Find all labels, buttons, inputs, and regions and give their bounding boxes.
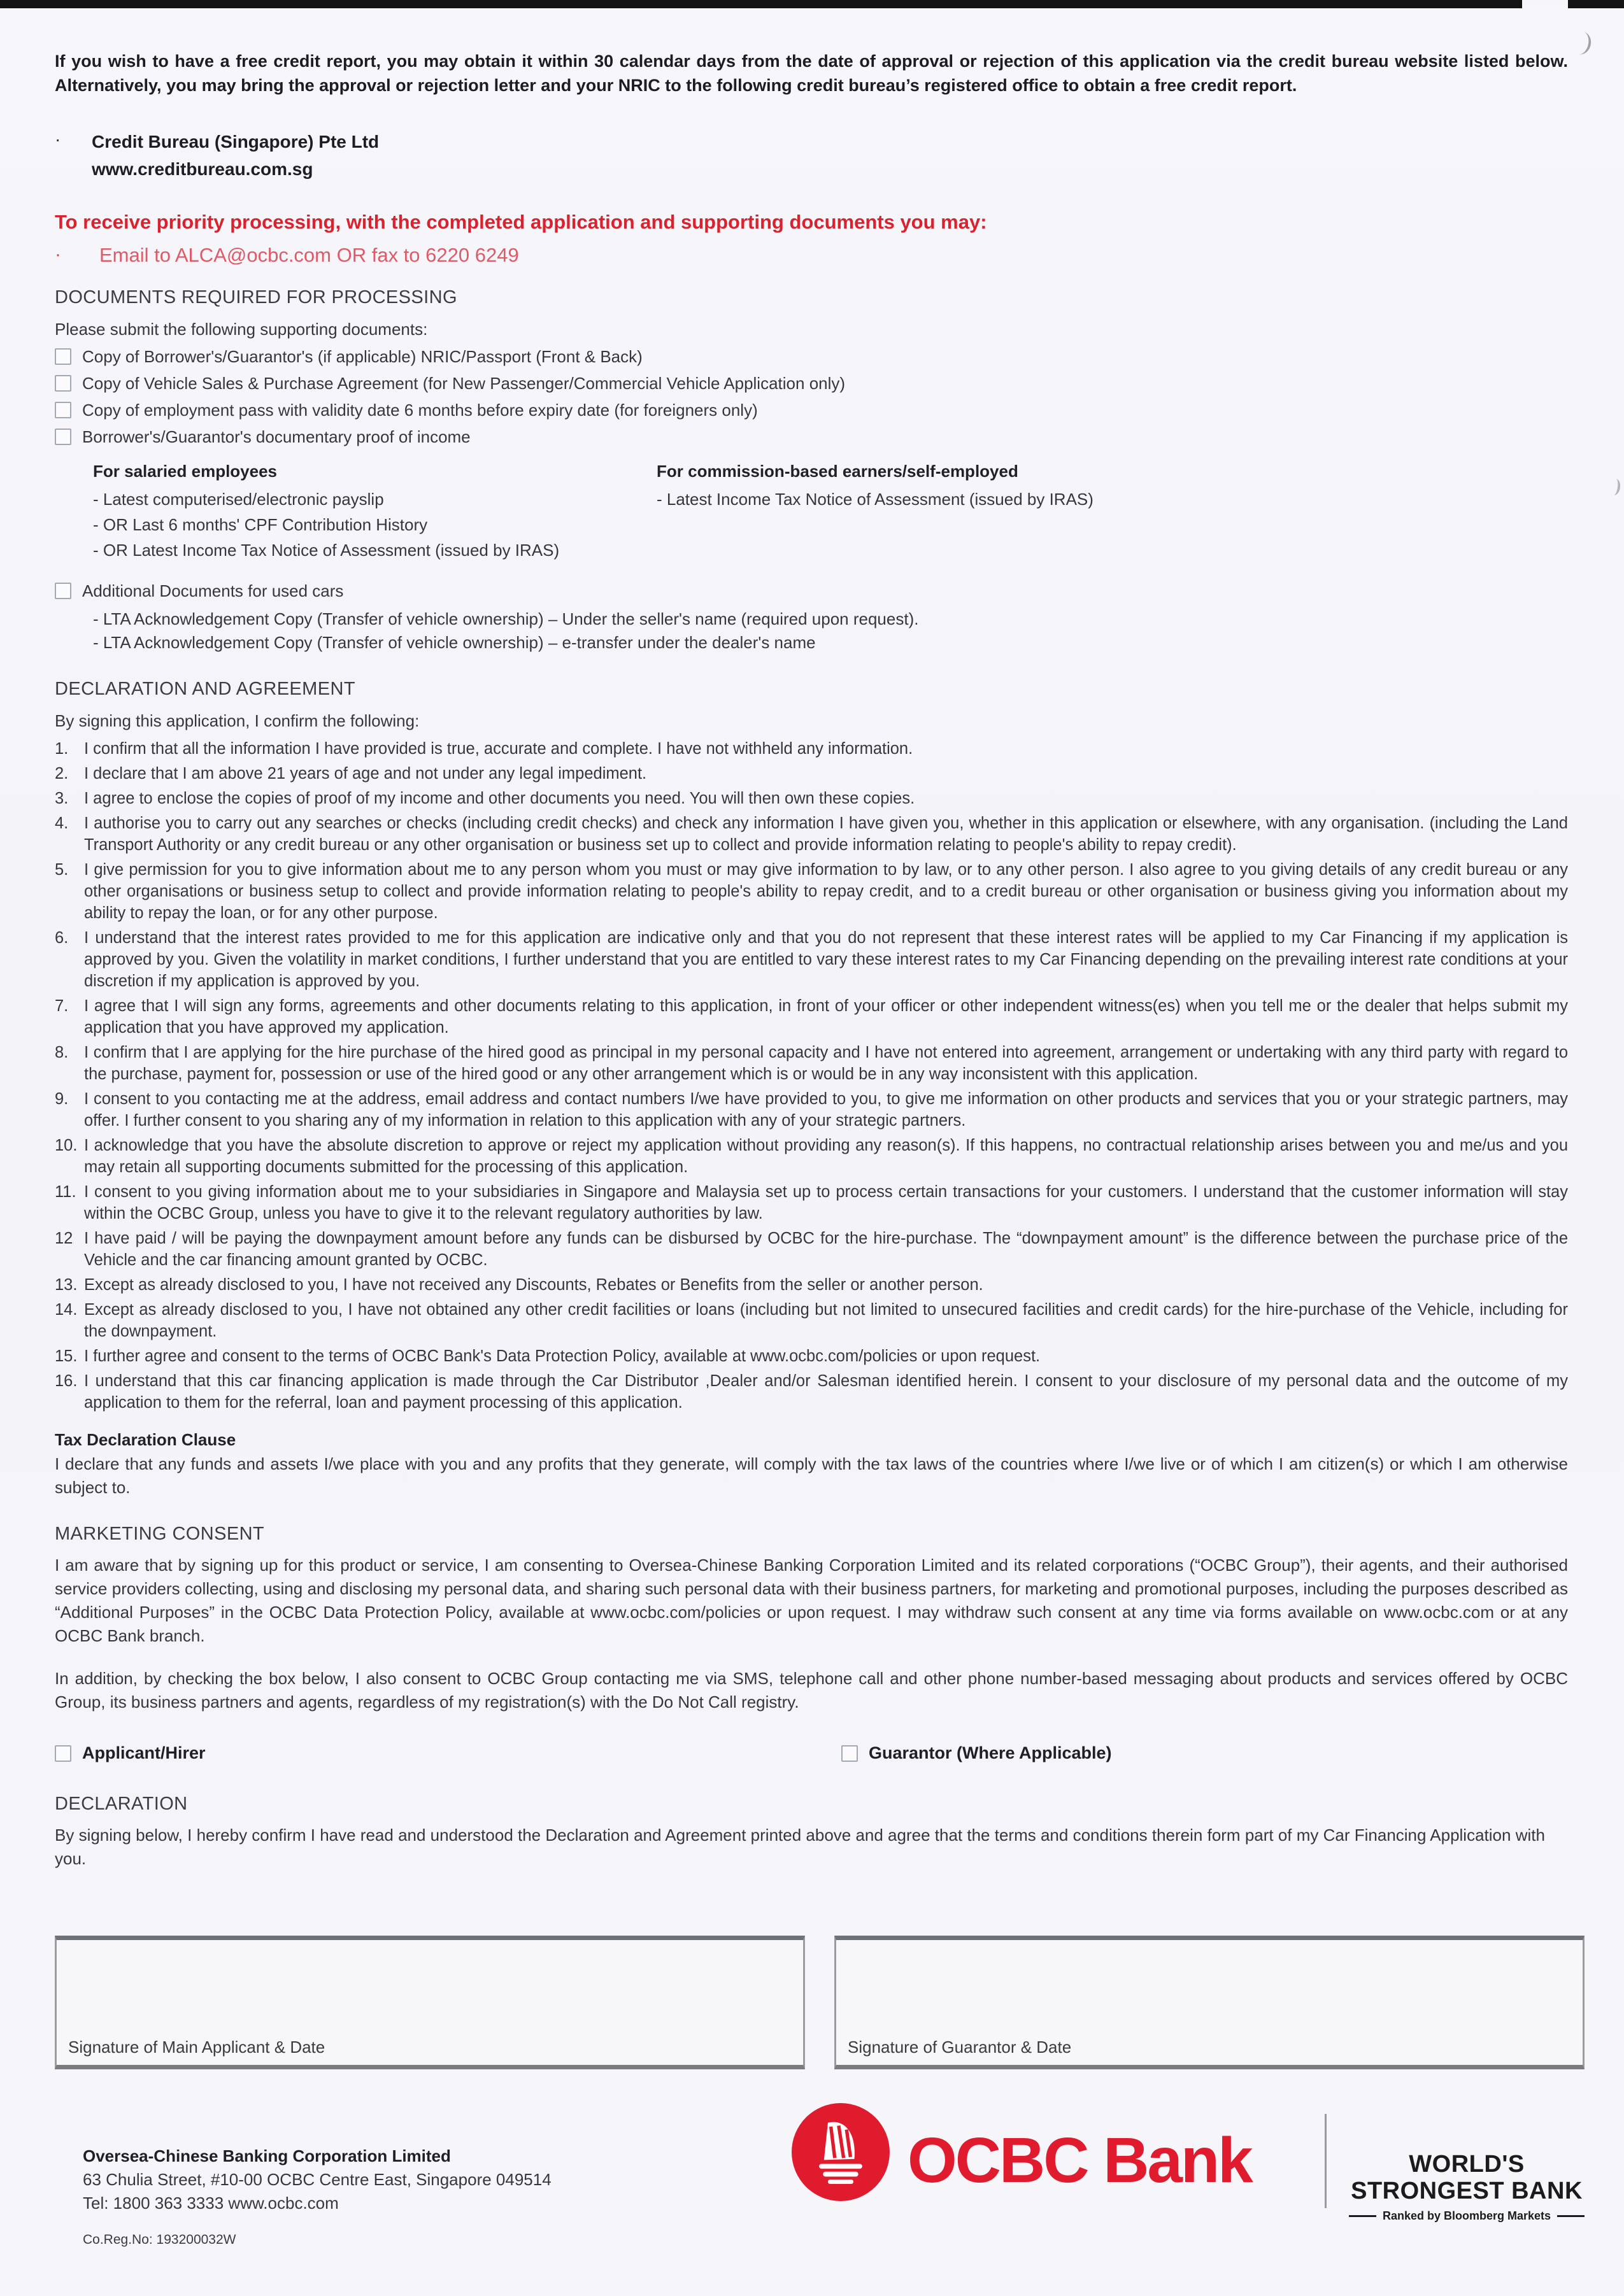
used-cars-item: - LTA Acknowledgement Copy (Transfer of vehicle ownership) – Under the seller's name (required upon request).: [93, 609, 919, 628]
agreement-item: [55, 1299, 1568, 1342]
agreement-item-number: 5.: [55, 861, 69, 879]
agreement-item-number: 14.: [55, 1301, 78, 1319]
agreement-item-text: I consent to you giving information about me to your subsidiaries in Singapore and Malaysia set up to process certain transactions for your customers. I understand that the customer information will stay within the OCBC Group, unless you have to give it to the relevant regulatory authorities by law.: [84, 1183, 1568, 1222]
bullet-dot-icon: ·: [55, 244, 61, 265]
checklist-row: [55, 427, 1568, 448]
agreement-item-text: I confirm that I are applying for the hire purchase of the hired good as principal in my personal capacity and I have not entered into agreement, arrangement or undertaking with any third party with regard to the purchase, payment for, possession or use of the hired good or any other arrangement which is or would be in any way inconsistent with this application.: [84, 1044, 1568, 1083]
agreement-item-number: 9.: [55, 1090, 69, 1108]
checklist-label: Copy of Vehicle Sales & Purchase Agreement (for New Passenger/Commercial Vehicle Application only): [82, 374, 846, 393]
agreement-item: [55, 927, 1568, 992]
priority-processing-heading: To receive priority processing, with the completed application and supporting documents you may:: [55, 211, 987, 233]
scan-edge-bar: [0, 0, 1624, 8]
agreement-item: [55, 738, 1568, 760]
rule-line: [1557, 2215, 1585, 2217]
agreement-item-text: I understand that this car financing application is made through the Car Distributor ,Dealer and/or Salesman identified herein. I consent to your disclosure of my personal data and the outcome of my application to them for the referral, loan and payment processing of this application.: [84, 1372, 1568, 1412]
checklist-row: [55, 400, 1568, 421]
guarantor-consent-checkbox[interactable]: [841, 1745, 858, 1762]
guarantor-signature-label: Signature of Guarantor & Date: [848, 2037, 1072, 2057]
applicant-signature-label: Signature of Main Applicant & Date: [68, 2037, 325, 2057]
agreement-item-text: I give permission for you to give information about me to any person whom you must or may give information to by law, or to any other person. I also agree to you giving details of any credit bureau or any other organisations or business setup to collect and provide information relating to people's ability to repay credit, and to a credit bureau or other organisation or business giving you information about my ability to repay the loan, or for any other purpose.: [84, 861, 1568, 922]
declaration-agreement-lead: By signing this application, I confirm the following:: [55, 711, 420, 730]
bureau-name: Credit Bureau (Singapore) Pte Ltd: [92, 132, 380, 152]
salaried-item: - OR Latest Income Tax Notice of Assessment (issued by IRAS): [93, 541, 560, 560]
documents-lead: Please submit the following supporting documents:: [55, 320, 428, 339]
declaration-agreement-heading: DECLARATION AND AGREEMENT: [55, 679, 355, 699]
bureau-url: www.creditbureau.com.sg: [92, 159, 313, 179]
used-cars-item: - LTA Acknowledgement Copy (Transfer of vehicle ownership) – e-transfer under the dealer's name: [93, 633, 816, 652]
salaried-item: - Latest computerised/electronic payslip: [93, 490, 384, 509]
bank-address: 63 Chulia Street, #10-00 OCBC Centre East, Singapore 049514: [83, 2170, 552, 2189]
agreement-item: [55, 1181, 1568, 1224]
agreement-item-text: I agree that I will sign any forms, agreements and other documents relating to this application, in front of your officer or other independent witness(es) when you tell me or the dealer that helps submit my application that you have approved my application.: [84, 997, 1568, 1037]
agreement-item: [55, 1345, 1568, 1367]
commission-heading: For commission-based earners/self-employed: [657, 462, 1018, 481]
agreement-item: [55, 1042, 1568, 1085]
priority-email-line: Email to ALCA@ocbc.com OR fax to 6220 6249: [99, 244, 519, 266]
agreement-item-number: 16.: [55, 1372, 78, 1390]
checkbox[interactable]: [55, 348, 71, 365]
salaried-item: - OR Last 6 months' CPF Contribution History: [93, 515, 428, 534]
agreement-item-number: 4.: [55, 814, 69, 832]
worlds-strongest-line2: STRONGEST BANK: [1351, 2178, 1583, 2204]
agreement-item: [55, 995, 1568, 1038]
ocbc-logo-text: OCBC Bank: [908, 2125, 1251, 2196]
agreement-item-number: 10.: [55, 1137, 78, 1154]
applicant-signature-box[interactable]: [55, 1936, 805, 2069]
bureau-bullet: [55, 128, 1568, 183]
tax-clause-body: I declare that any funds and assets I/we place with you and any profits that they generate, will comply with the tax laws of the countries where I/we live or of which I am citizen(s) or which I am otherwise subject to.: [55, 1454, 1568, 1497]
agreement-list: [55, 738, 1568, 1414]
agreement-item-number: 6.: [55, 929, 69, 947]
worlds-strongest-line1: WORLD'S: [1409, 2151, 1525, 2178]
agreement-item-text: I consent to you contacting me at the address, email address and contact numbers I/we have provided to you, to give me information on other products and services that you or your strategic partners, may offer. I further consent to you sharing any of my information in relation to this application with any of your strategic partners.: [84, 1090, 1568, 1130]
agreement-item-number: 1.: [55, 740, 69, 758]
marketing-consent-heading: MARKETING CONSENT: [55, 1524, 265, 1544]
agreement-item-text: I authorise you to carry out any searches or checks (including credit checks) and check any information I have given you, whether in this application or elsewhere, with any organisation. (including the Land Transport Authority or any credit bureau or any other organisation or business set up to collect and provide information relating to people's ability to repay credit).: [84, 814, 1568, 854]
agreement-item: [55, 812, 1568, 856]
agreement-item-text: Except as already disclosed to you, I have not received any Discounts, Rebates or Benefits from the seller or another person.: [84, 1276, 983, 1294]
agreement-item-text: I confirm that all the information I have provided is true, accurate and complete. I have not withheld any information.: [84, 740, 913, 758]
pen-mark: [1572, 31, 1593, 57]
company-reg-no: Co.Reg.No: 193200032W: [83, 2232, 236, 2247]
priority-email-row: [55, 244, 1568, 267]
marketing-consent-para-1: I am aware that by signing up for this product or service, I am consenting to Oversea-Chinese Banking Corporation Limited and its related corporations (“OCBC Group”), their agents, and their authorised service providers collecting, using and disclosing my personal data, and sharing such personal data with their business partners, for marketing and promotional purposes, including the purposes described as “Additional Purposes” in the OCBC Data Protection Policy, available at www.ocbc.com/policies or upon request. I may withdraw such consent at any time via forms available on www.ocbc.com or at any OCBC Bank branch.: [55, 1555, 1568, 1645]
agreement-item-number: 8.: [55, 1044, 69, 1061]
used-cars-label: Additional Documents for used cars: [82, 581, 344, 600]
declaration-heading: DECLARATION: [55, 1794, 188, 1814]
agreement-item: [55, 1135, 1568, 1178]
agreement-item-text: I understand that the interest rates provided to me for this application are indicative only and that you do not represent that these interest rates will be applied to my Car Financing if my application is approved by you. Given the volatility in market conditions, I further understand that you are entitled to vary these interest rates to my Car Financing depending on the prevailing interest rate conditions at your discretion if my application is approved by you.: [84, 929, 1568, 990]
agreement-item: [55, 763, 1568, 784]
guarantor-consent-label: Guarantor (Where Applicable): [869, 1743, 1112, 1762]
checkbox[interactable]: [55, 429, 71, 445]
agreement-item-number: 12: [55, 1229, 73, 1247]
bank-contact-block: [83, 2144, 552, 2215]
declaration-body: By signing below, I hereby confirm I have read and understood the Declaration and Agreement printed above and agree that the terms and conditions therein form part of my Car Financing Application with you.: [55, 1825, 1545, 1868]
agreement-item: [55, 788, 1568, 809]
agreement-item: [55, 1088, 1568, 1131]
commission-item: - Latest Income Tax Notice of Assessment (issued by IRAS): [657, 490, 1093, 509]
agreement-item-number: 3.: [55, 790, 69, 807]
used-cars-items: [93, 607, 1568, 655]
tax-clause-heading: Tax Declaration Clause: [55, 1430, 236, 1449]
agreement-item-number: 7.: [55, 997, 69, 1015]
agreement-item-text: I have paid / will be paying the downpayment amount before any funds can be disbursed by OCBC for the hire-purchase. The “downpayment amount” is the difference between the purchase price of the Vehicle and the car financing amount granted by OCBC.: [84, 1229, 1568, 1269]
credit-report-intro: If you wish to have a free credit report, you may obtain it within 30 calendar days from the date of approval or rejection of this application via the credit bureau website listed below. Alternatively, you may bring the approval or rejection letter and your NRIC to the following credit bureau’s registered office to obtain a free credit report.: [55, 52, 1568, 95]
agreement-item: [55, 1228, 1568, 1271]
agreement-item-number: 2.: [55, 765, 69, 783]
page-content: [55, 8, 1568, 1932]
checklist-label: Borrower's/Guarantor's documentary proof of income: [82, 427, 471, 446]
agreement-item-number: 15.: [55, 1347, 78, 1365]
applicant-consent-label: Applicant/Hirer: [82, 1743, 206, 1762]
consent-checkbox-row: [55, 1743, 1568, 1763]
commission-items: [657, 488, 1568, 511]
checkbox[interactable]: [55, 402, 71, 418]
footer-divider: [1325, 2114, 1327, 2208]
pen-mark: [1610, 478, 1621, 496]
agreement-item-number: 11.: [55, 1183, 76, 1201]
income-proof-columns: [93, 462, 1568, 564]
ocbc-ship-icon: [792, 2103, 890, 2201]
checklist-row: [55, 346, 1568, 367]
bloomberg-ranked-note: Ranked by Bloomberg Markets: [1382, 2209, 1551, 2222]
agreement-item: [55, 1370, 1568, 1414]
bloomberg-ranked-row: [1349, 2209, 1585, 2223]
worlds-strongest-bank-block: [1349, 2151, 1585, 2223]
checkbox[interactable]: [55, 375, 71, 392]
checklist-label: Copy of employment pass with validity date 6 months before expiry date (for foreigners only): [82, 400, 758, 420]
salaried-heading: For salaried employees: [93, 462, 278, 481]
used-cars-row: [55, 581, 1568, 602]
agreement-item-text: Except as already disclosed to you, I have not obtained any other credit facilities or loans (including but not limited to unsecured facilities and credit cards) for the hire-purchase of the Vehicle, including for the downpayment.: [84, 1301, 1568, 1340]
checklist-row: [55, 373, 1568, 394]
rule-line: [1349, 2215, 1376, 2217]
bullet-dot-icon: ·: [55, 129, 61, 149]
documents-checklist: [55, 346, 1568, 448]
agreement-item-text: I agree to enclose the copies of proof of my income and other documents you need. You will then own these copies.: [84, 790, 915, 807]
marketing-consent-para-2: In addition, by checking the box below, I also consent to OCBC Group contacting me via SMS, telephone call and other phone number-based messaging about products and services offered by OCBC Group, its business partners and agents, regardless of my registration(s) with the Do Not Call registry.: [55, 1669, 1568, 1711]
agreement-item-text: I further agree and consent to the terms of OCBC Bank's Data Protection Policy, available at www.ocbc.com/policies or upon request.: [84, 1347, 1041, 1365]
signature-section: [55, 1936, 1585, 2069]
salaried-items: [93, 488, 657, 562]
applicant-consent-checkbox[interactable]: [55, 1745, 71, 1762]
agreement-item: [55, 859, 1568, 924]
checkbox[interactable]: [55, 583, 71, 599]
guarantor-signature-box[interactable]: [834, 1936, 1585, 2069]
bank-name: Oversea-Chinese Banking Corporation Limited: [83, 2146, 451, 2165]
agreement-item-text: I declare that I am above 21 years of age and not under any legal impediment.: [84, 765, 647, 783]
checklist-label: Copy of Borrower's/Guarantor's (if applicable) NRIC/Passport (Front & Back): [82, 347, 643, 366]
bank-contact: Tel: 1800 363 3333 www.ocbc.com: [83, 2193, 339, 2213]
agreement-item-text: I acknowledge that you have the absolute discretion to approve or reject my application without providing any reason(s). If this happens, no contractual relationship arises between you and me/us and you may retain all supporting documents submitted for the processing of this application.: [84, 1137, 1568, 1176]
agreement-item-number: 13.: [55, 1276, 78, 1294]
agreement-item: [55, 1274, 1568, 1296]
documents-required-heading: DOCUMENTS REQUIRED FOR PROCESSING: [55, 287, 457, 308]
